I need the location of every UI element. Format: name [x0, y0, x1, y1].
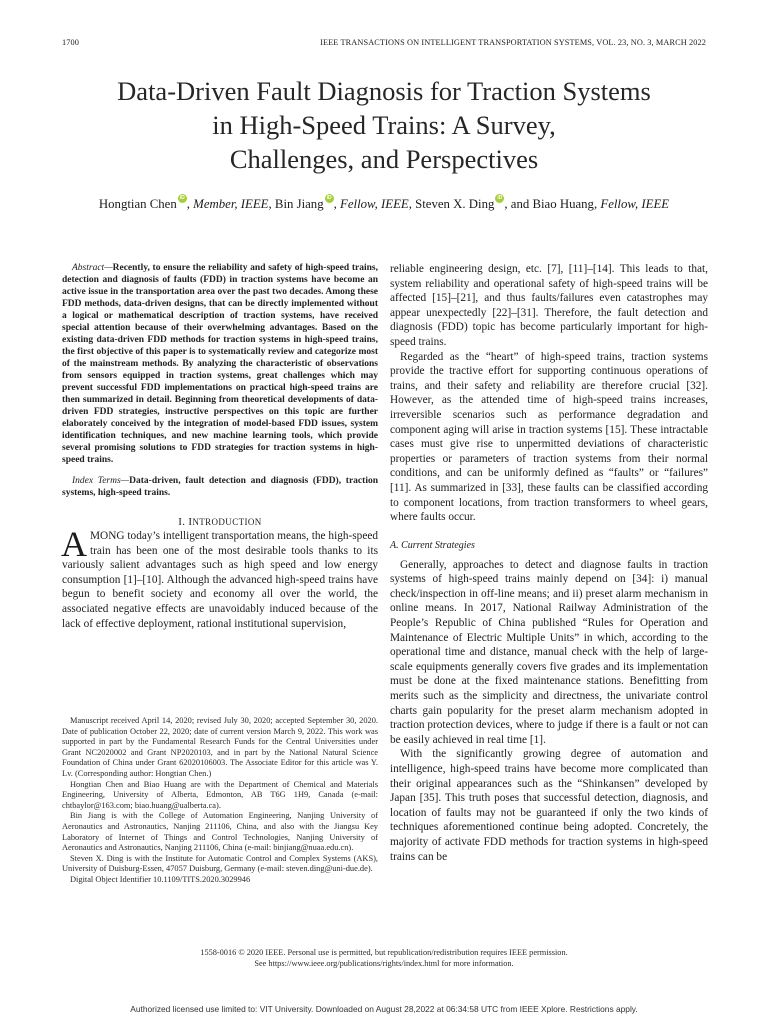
- author-sep: ,: [408, 197, 416, 211]
- license-download-note: Authorized licensed use limited to: VIT University. Downloaded on August 28,2022 at 06:34:58 UTC from IEEE Xplore. Restrictions apply.: [130, 1004, 638, 1014]
- index-terms: [62, 475, 378, 499]
- footnote[interactable]: Digital Object Identifier 10.1109/TITS.2020.3029946: [70, 874, 251, 884]
- body-paragraph: Generally, approaches to detect and diagnose faults in traction systems of high-speed trains mainly depend on [34]: i) manual check/inspection in off-line means; and ii) preset alarm mechanism in online means. In 2017, National Railway Administration of the People’s Republic of China published “Rules for Operation and Maintenance of Electric Multiple Units” in which, according to the operational time and distance, manual check with the help of large-scale equipments generally covers five grades and its implementation must be done at the fixed maintenance stations. Benefitting from merits such as the simplicity and directness, the univariate control charts gain popularity for the preset alarm mechanism adopted in traction protection devices, where to judge if there is a fault or not can be easily achieved in real time [1].: [390, 558, 708, 746]
- abstract-label: Abstract—: [72, 263, 113, 273]
- abstract: [62, 262, 378, 466]
- title-line: in High-Speed Trains: A Survey,: [212, 110, 556, 140]
- orcid-icon[interactable]: [495, 194, 504, 203]
- author-sep: ,: [333, 197, 341, 211]
- footnote: Manuscript received April 14, 2020; revised July 30, 2020; accepted September 30, 2020. Date of publication October 22, 2020; date of current version March 9, 2022. This work was supported in part by the Fundamental Research Funds for the Central Universities under Grant NC2020002 and Grant NP2020103, and in part by the National Natural Science Foundation of China under Grant 62020106003. The Associate Editor for this article was Y. Lv. (Corresponding author: Hongtian Chen.): [62, 716, 378, 778]
- intro-text: today’s intelligent transportation means, the high-speed train has been one of the most desirable tools thanks to its variously salient advantages such as high speed and low energy consumption [1]–[10]. Although the advanced high-speed trains have begun to benefit society and economy all over the world, the associated negative effects are unavoidably induced because of the lack of effective deployment, rational institutional supervision,: [62, 530, 378, 630]
- author-role: Fellow, IEEE: [340, 197, 409, 211]
- author-sep: , and: [504, 197, 533, 211]
- author-sep: ,: [186, 197, 194, 211]
- intro-paragraph: [61, 524, 378, 631]
- section-heading-rest: NTRODUCTION: [192, 517, 262, 527]
- title-line: Data-Driven Fault Diagnosis for Traction Systems: [117, 76, 651, 106]
- footnote: Hongtian Chen and Biao Huang are with the Department of Chemical and Materials Engineering, University of Alberta, Edmonton, AB T6G 1H9, Canada (e-mail: chtbaylor@163.com; biao.huang@ualberta.ca).: [62, 779, 378, 810]
- author-name: Bin Jiang: [274, 197, 324, 211]
- left-column: [62, 262, 378, 631]
- page-number: 1700: [62, 38, 79, 47]
- subsection-heading: A. Current Strategies: [390, 539, 475, 551]
- orcid-icon[interactable]: [178, 194, 187, 203]
- copyright-line: 1558-0016 © 2020 IEEE. Personal use is permitted, but republication/redistribution requires IEEE permission.: [200, 948, 568, 957]
- intro-lead: MONG: [90, 530, 125, 542]
- dropcap: A: [61, 524, 87, 564]
- section-number: I.: [178, 516, 189, 528]
- running-header: [62, 38, 706, 50]
- author-role: Fellow, IEEE: [600, 197, 670, 211]
- index-terms-label: Index Terms—: [72, 476, 130, 486]
- title-line: Challenges, and Perspectives: [229, 144, 539, 174]
- right-column: [390, 262, 708, 864]
- paper-title: [40, 74, 728, 176]
- abstract-text: Recently, to ensure the reliability and safety of high-speed trains, detection and diagnosis of faults (FDD) in traction systems have become an active issue in the transportation area over the past two decades. Among these FDD methods, data-driven designs, that can be directly implemented without a logical or mathematical description of traction systems, have received special attention because of their overwhelming advantages. Based on the existing data-driven FDD methods for traction systems in high-speed trains, the first objective of this paper is to systematically review and categorize most of the mainstream methods. By analyzing the characteristic of observations from sensors equipped in traction systems, great challenges which may prevent successful FDD implementations on practical high-speed trains are then summarized in detail. Beginning from theoretical developments of data-driven FDD strategies, instructive perspectives on this topic are further elaborately conceived by the integration of model-based FDD issues, system identification techniques, and new machine learning tools, which provide several promising solutions to FDD strategies for traction systems in high-speed trains.: [62, 263, 378, 465]
- orcid-icon[interactable]: [325, 194, 334, 203]
- section-heading-initial: I: [188, 516, 193, 528]
- body-paragraph: reliable engineering design, etc. [7], [11]–[14]. This leads to that, system reliability and operational safety of high-speed trains will be affected [15]–[21], and thus faults/failures even catastrophes may appear unexpectedly [22]–[31]. Therefore, the fault detection and diagnosis (FDD) topic has become particularly important for high-speed trains.: [390, 263, 708, 348]
- author-name: Hongtian Chen: [98, 197, 177, 211]
- author-name: Biao Huang: [532, 197, 594, 211]
- body-paragraph: With the significantly growing degree of automation and intelligence, high-speed trains have become more complicated than their original appearances such as the “Shinkansen” developed by Japan [35]. This truth poses that successful detection, diagnosis, and location of faults may not be guaranteed if only the two kinds of techniques aforementioned continue being adopted. Concretely, the majority of activate FDD methods for traction systems in high-speed trains can be: [390, 748, 708, 863]
- author-role: Member, IEEE: [193, 197, 269, 211]
- footnotes: [62, 716, 378, 886]
- journal-citation: IEEE TRANSACTIONS ON INTELLIGENT TRANSPORTATION SYSTEMS, VOL. 23, NO. 3, MARCH 2022: [320, 38, 706, 47]
- copyright-line[interactable]: See https://www.ieee.org/publications/rights/index.html for more information.: [254, 958, 514, 968]
- index-terms-text: Data-driven, fault detection and diagnosis (FDD), traction systems, high-speed trains.: [62, 476, 378, 498]
- author-list: [30, 194, 738, 212]
- author-sep: ,: [268, 197, 275, 211]
- body-paragraph: Regarded as the “heart” of high-speed trains, traction systems provide the tractive effort for supporting continuous operations of trains, and their safety and reliability are therefore crucial [32]. However, as the attended time of high-speed trains increases, irreversible scenarios such as performance degradation and component aging will arise in traction systems [15]. These intractable cases must give rise to unpermitted deviations of characteristic properties or parameters of traction systems from their normal conditions, and can be uniformly defined as “faults” or “failures” [11]. As summarized in [33], these faults can be classified according to component locations, from traction transformers to wheel gears, where faults occur.: [390, 350, 708, 524]
- author-sep: ,: [593, 197, 601, 211]
- copyright-notice: [40, 948, 728, 970]
- footnote: Steven X. Ding is with the Institute for Automatic Control and Complex Systems (AKS), University of Duisburg-Essen, 47057 Duisburg, Germany (e-mail: steven.ding@uni-due.de).: [62, 853, 378, 874]
- section-heading: [62, 515, 378, 529]
- footnote: Bin Jiang is with the College of Automation Engineering, Nanjing University of Aeronautics and Astronautics, Nanjing 211106, China, and also with the Jiangsu Key Laboratory of Internet of Things and Control Technologies, Nanjing University of Aeronautics and Astronautics, Nanjing 211106, China (e-mail: binjiang@nuaa.edu.cn).: [62, 811, 378, 853]
- author-name: Steven X. Ding: [415, 197, 495, 211]
